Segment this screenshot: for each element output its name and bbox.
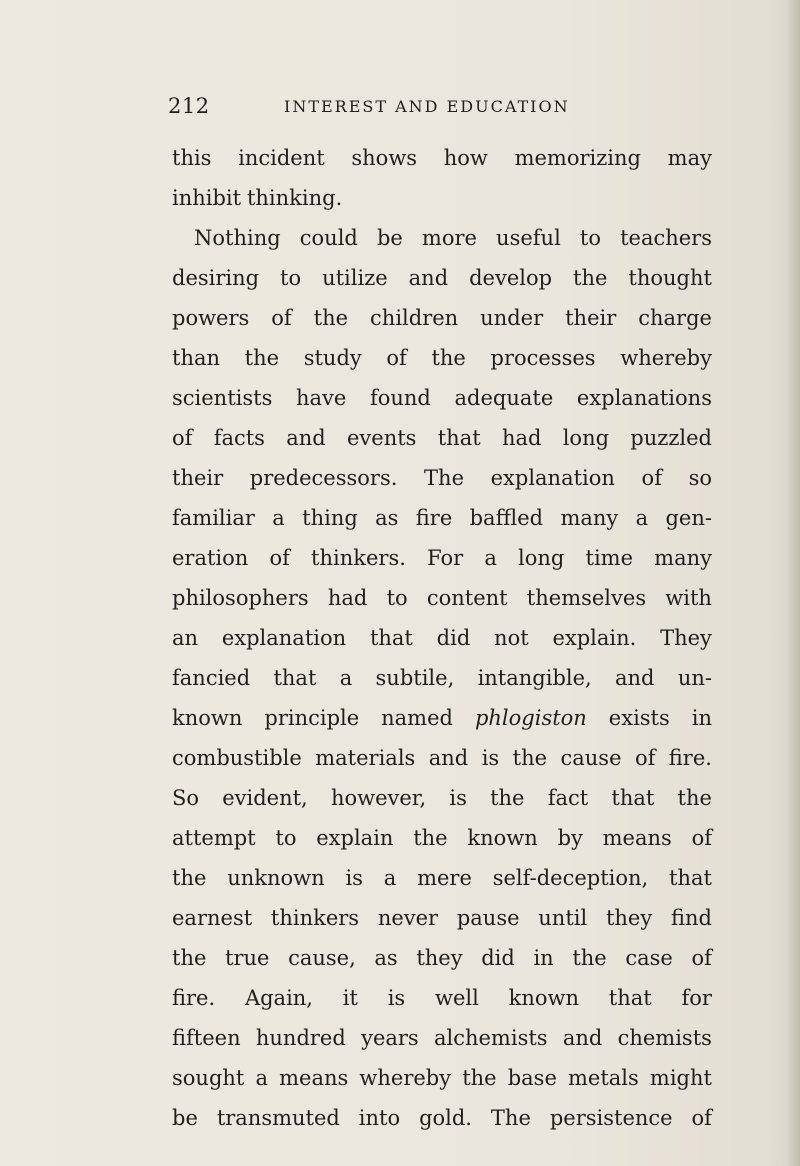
text-line: be transmuted into gold. The persistence of <box>172 1106 712 1130</box>
text-line: sought a means whereby the base metals might <box>172 1066 712 1090</box>
text-line: of facts and events that had long puzzled <box>172 426 712 450</box>
body-text <box>172 138 712 1138</box>
text-line: scientists have found adequate explanations <box>172 386 712 410</box>
text-line: desiring to utilize and develop the thought <box>172 266 712 290</box>
text-line: this incident shows how memorizing may <box>172 146 712 170</box>
text-line: attempt to explain the known by means of <box>172 826 712 850</box>
text-line: fancied that a subtile, intangible, and un- <box>172 666 712 690</box>
text-line: known principle named phlogiston exists in <box>172 706 712 730</box>
text-line: their predecessors. The explanation of so <box>172 466 712 490</box>
text-line: fire. Again, it is well known that for <box>172 986 712 1010</box>
text-line: philosophers had to content themselves with <box>172 586 712 610</box>
text-line: earnest thinkers never pause until they find <box>172 906 712 930</box>
page-edge-shadow <box>786 0 800 1166</box>
text-line: combustible materials and is the cause of fire. <box>172 746 712 770</box>
page-number: 212 <box>168 94 210 118</box>
text-line: Nothing could be more useful to teachers <box>194 226 712 250</box>
text-line: powers of the children under their charge <box>172 306 712 330</box>
text-line: inhibit thinking. <box>172 186 343 210</box>
text-line: the true cause, as they did in the case of <box>172 946 712 970</box>
text-line: eration of thinkers. For a long time many <box>172 546 712 570</box>
text-line: familiar a thing as fire baffled many a gen- <box>172 506 712 530</box>
text-line: than the study of the processes whereby <box>172 346 712 370</box>
text-line: the unknown is a mere self-deception, that <box>172 866 712 890</box>
running-head <box>168 91 628 121</box>
running-title: INTEREST AND EDUCATION <box>284 97 570 116</box>
text-line: fifteen hundred years alchemists and chemists <box>172 1026 712 1050</box>
text-line: So evident, however, is the fact that the <box>172 786 712 810</box>
text-line: an explanation that did not explain. They <box>172 626 712 650</box>
